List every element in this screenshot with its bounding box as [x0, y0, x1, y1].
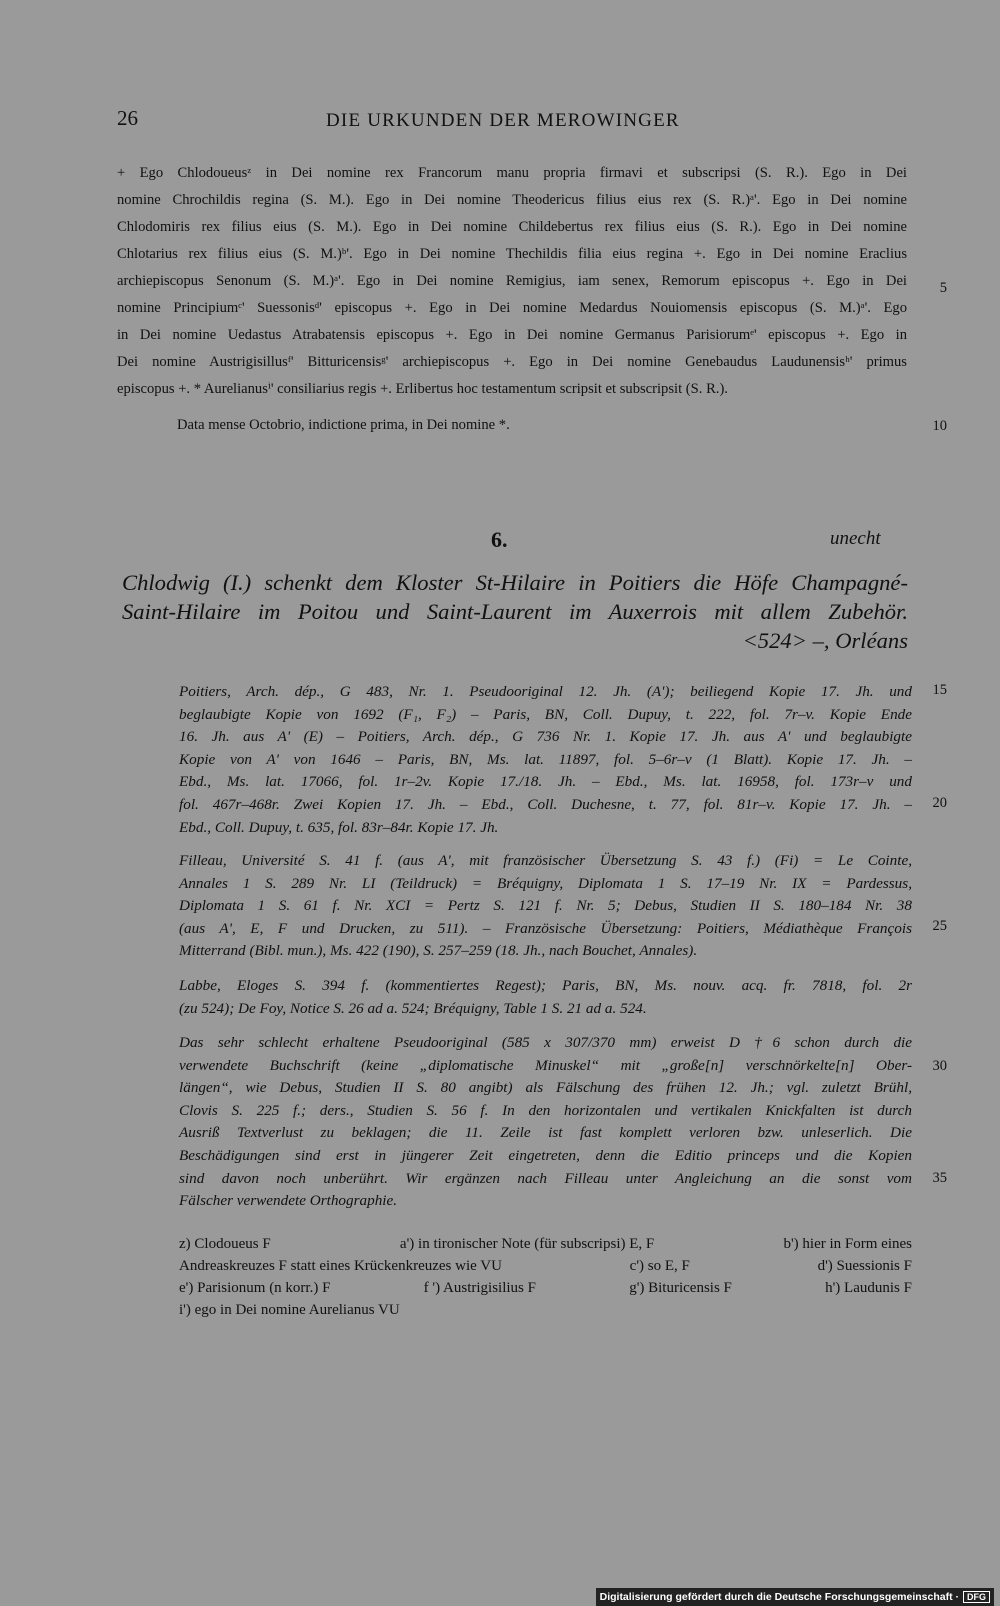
running-title: DIE URKUNDEN DER MEROWINGER — [326, 110, 680, 131]
regest-line: Saint-Hilaire im Poitou und Saint-Laurent im Auxerrois mit allem Zubehör. — [122, 599, 908, 624]
commentary-line: verwendete Buchschrift (keine „diplomatische Minuskel“ mit „große[n] verschnörkelte[n] Ober- — [179, 1056, 912, 1074]
footnote: h') Laudunis F — [825, 1280, 912, 1296]
body-line: episcopus +. * Aurelianusⁱ' consiliarius regis +. Erlibertus hoc testamentum scripsit et subscripsit (S. R.). — [117, 381, 728, 397]
apparatus-line: Annales 1 S. 289 Nr. LI (Teildruck) = Bréquigny, Diplomata 1 S. 17–19 Nr. IX = Pardessus, — [179, 874, 912, 892]
footnote: f ') Austrigisilius F — [423, 1280, 536, 1296]
apparatus-line: Labbe, Eloges S. 394 f. (kommentiertes Regest); Paris, BN, Ms. nouv. acq. fr. 7818, fol. 2r — [179, 977, 912, 994]
regesten-section — [179, 975, 912, 1020]
commentary-line: Das sehr schlecht erhaltene Pseudooriginal (585 x 307/370 mm) erweist D †6 schon durch die — [179, 1034, 912, 1051]
commentary-line: Clovis S. 225 f.; ders., Studien S. 56 f. In den horizontalen und vertikalen Knickfalten ist durch — [179, 1101, 912, 1119]
transmission-section — [179, 681, 912, 839]
commentary-section — [179, 1032, 912, 1213]
line-number: 5 — [939, 280, 947, 296]
line-number: 25 — [932, 918, 947, 934]
body-line: Chlotarius rex filius eius (S. M.)ᵇ'. Ego in Dei nomine Thechildis filia eius regina +. Ego in Dei nomine Eraclius — [117, 246, 907, 262]
footnote-row — [179, 1299, 912, 1321]
footnote: d') Suessionis F — [817, 1258, 912, 1274]
line-number: 20 — [932, 795, 947, 811]
line-number: 15 — [932, 682, 947, 698]
date-place: <524> –, Orléans — [742, 628, 908, 653]
body-line: Dei nomine Austrigisillusᶠ' Bitturicensisᵍ' archiepiscopus +. Ego in Dei nomine Genebaudus Laudunensisʰ' primus — [117, 354, 907, 370]
funding-footer — [596, 1588, 994, 1606]
footnote-row — [179, 1255, 912, 1277]
footnote: z) Clodoueus F — [179, 1236, 271, 1252]
footnote: a') in tironischer Note (für subscripsi) E, F — [399, 1236, 655, 1252]
apparatus-line: Kopie von A' von 1646 – Paris, BN, Ms. lat. 11897, fol. 5–6r–v (1 Blatt). Kopie 17. Jh. – — [179, 750, 912, 768]
line-number: 35 — [932, 1170, 947, 1186]
body-line: in Dei nomine Uedastus Atrabatensis episcopus +. Ego in Dei nomine Germanus Parisiorumᵉ' episcopus +. Ego in — [117, 327, 907, 343]
body-line: nomine Principiumᶜ' Suessonisᵈ' episcopus +. Ego in Dei nomine Medardus Nouiomensis episcopus (S. M.)ᵃ'. Ego — [117, 300, 907, 316]
editions-section — [179, 850, 912, 963]
footnote: c') so E, F — [629, 1258, 690, 1274]
commentary-line: Fälscher verwendete Orthographie. — [179, 1192, 398, 1210]
commentary-line: Ausriß Textverlust zu beklagen; die 11. Zeile ist fast komplett verloren bzw. unleserlich. Die — [179, 1124, 912, 1142]
body-line: nomine Chrochildis regina (S. M.). Ego in Dei nomine Theodericus filius eius rex (S. R.)ᵃ'. Ego in Dei nomine — [117, 192, 907, 208]
line-number: 30 — [932, 1058, 947, 1074]
authenticity-label: unecht — [830, 528, 881, 549]
page-number: 26 — [117, 106, 138, 130]
apparatus-line: Poitiers, Arch. dép., G 483, Nr. 1. Pseudooriginal 12. Jh. (A'); beiliegend Kopie 17. Jh. und — [179, 683, 912, 700]
body-line: Chlodomiris rex filius eius (S. M.). Ego in Dei nomine Childebertus rex filius eius (S. R.). Ego in Dei nomine — [117, 219, 907, 235]
commentary-line: längen“, wie Debus, Studien II S. 80 angibt) als Fälschung des frühen 12. Jh.; vgl. zuletzt Brühl, — [179, 1079, 912, 1097]
apparatus-line: Filleau, Université S. 41 f. (aus A', mit französischer Übersetzung S. 43 f.) (Fi) = Le Cointe, — [179, 852, 912, 869]
funding-note: Digitalisierung gefördert durch die Deutsche Forschungsgemeinschaft · — [599, 1591, 959, 1603]
apparatus-line: fol. 467r–468r. Zwei Kopien 17. Jh. – Ebd., Coll. Duchesne, t. 77, fol. 81r–v. Kopie 17. Jh. – — [179, 795, 912, 813]
dfg-logo: DFG — [963, 1591, 990, 1603]
apparatus-line: Ebd., Ms. lat. 17066, fol. 1r–2v. Kopie 17./18. Jh. – Ebd., Ms. lat. 16958, fol. 173r–v und — [179, 773, 912, 791]
footnote: g') Bituricensis F — [629, 1280, 732, 1296]
apparatus-line: beglaubigte Kopie von 1692 (F₁, F₂) – Paris, BN, Coll. Dupuy, t. 222, fol. 7r–v. Kopie Ende — [179, 705, 912, 723]
footnote: i') ego in Dei nomine Aurelianus VU — [179, 1302, 400, 1318]
apparatus-line: Diplomata 1 S. 61 f. Nr. XCI = Pertz S. 121 f. Nr. 5; Debus, Studien II S. 180–184 Nr. 38 — [179, 897, 912, 915]
line-number: 10 — [932, 418, 947, 434]
apparatus-line: (aus A', E, F und Drucken, zu 511). – Französische Übersetzung: Poitiers, Médiathèque François — [179, 919, 912, 937]
apparatus-line: (zu 524); De Foy, Notice S. 26 ad a. 524; Bréquigny, Table 1 S. 21 ad a. 524. — [179, 999, 647, 1017]
document-number: 6. — [491, 527, 508, 552]
commentary-line: Beschädigungen sind erst in jüngerer Zeit eingetreten, denn die Editio princeps und die Kopien — [179, 1146, 912, 1164]
footnote: e') Parisionum (n korr.) F — [179, 1280, 331, 1296]
regest-line: Chlodwig (I.) schenkt dem Kloster St-Hilaire in Poitiers die Höfe Champagné- — [122, 570, 908, 595]
body-line: archiepiscopus Senonum (S. M.)ᵃ'. Ego in Dei nomine Remigius, iam senex, Remorum episcopus +. Ego in Dei — [117, 273, 907, 289]
footnote: b') hier in Form eines — [783, 1236, 912, 1252]
commentary-line: sind davon noch unberührt. Wir ergänzen nach Filleau unter Angleichung an die sonst vom — [179, 1169, 912, 1187]
apparatus-line: 16. Jh. aus A' (E) – Poitiers, Arch. dép., G 736 Nr. 1. Kopie 17. Jh. aus A' und beglaubigte — [179, 728, 912, 746]
footnote: Andreaskreuzes F statt eines Krückenkreuzes wie VU — [179, 1258, 502, 1274]
apparatus-line: Mitterrand (Bibl. mun.), Ms. 422 (190), S. 257–259 (18. Jh., nach Bouchet, Annales). — [179, 942, 698, 960]
body-line: + Ego Chlodoueusᶻ in Dei nomine rex Francorum manu propria firmavi et subscripsi (S. R.). Ego in Dei — [117, 165, 907, 181]
footnote-row — [179, 1233, 912, 1255]
footnotes — [179, 1233, 912, 1321]
charter-text — [117, 160, 907, 403]
footnote-row — [179, 1277, 912, 1299]
apparatus-line: Ebd., Coll. Dupuy, t. 635, fol. 83r–84r. Kopie 17. Jh. — [179, 818, 499, 836]
dating-clause: Data mense Octobrio, indictione prima, in Dei nomine *. — [177, 417, 510, 433]
regest — [122, 568, 908, 655]
